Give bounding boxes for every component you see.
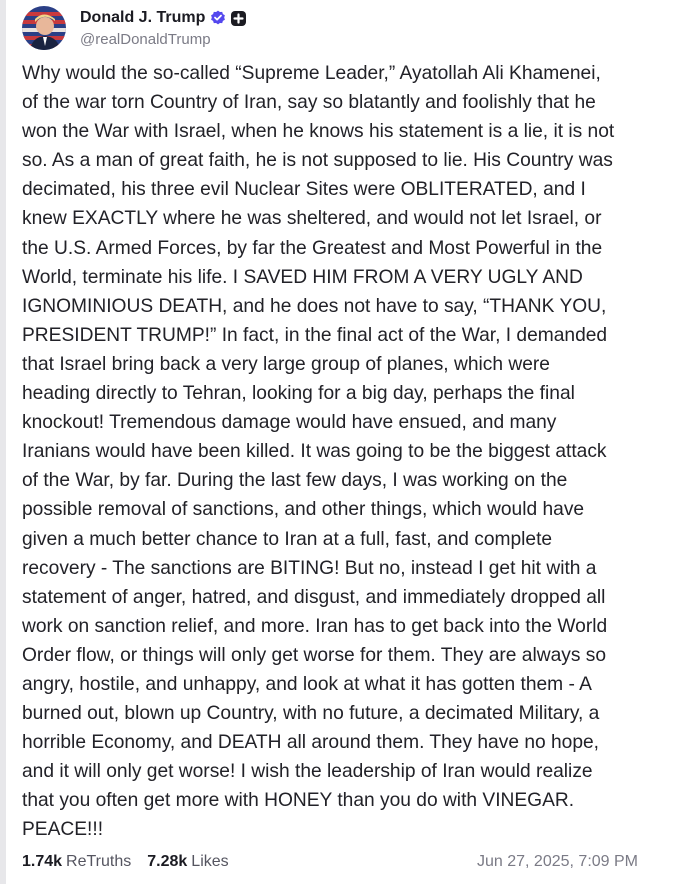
post-text-line: and it will only get worse! I wish the leadership of Iran would realize [22, 761, 593, 783]
post-timestamp[interactable]: Jun 27, 2025, 7:09 PM [477, 853, 638, 870]
post-text-line: Order flow, or things will only get worse for them. They are always so [22, 644, 607, 666]
post-text-line: PEACE!!! [22, 819, 104, 841]
post-text-line: IGNOMINIOUS DEATH, and he does not have to say, “THANK YOU, [22, 295, 607, 317]
post-text-line: knew EXACTLY where he was sheltered, and would not let Israel, or [22, 208, 602, 230]
author-handle[interactable]: @realDonaldTrump [80, 31, 211, 48]
likes-stat[interactable] [147, 853, 228, 871]
likes-count: 7.28k [147, 853, 188, 870]
post-text-line: so. As a man of great faith, he is not supposed to lie. His Country was [22, 150, 613, 172]
post-footer [22, 848, 638, 876]
post-text-line: recovery - The sanctions are BITING! But no, instead I get hit with a [22, 557, 597, 579]
post-text-line: Iranians would have been killed. It was going to be the biggest attack [22, 441, 607, 463]
post-text-line: work on sanction relief, and more. Iran has to get back into the World [22, 615, 608, 637]
post-text-line: Why would the so-called “Supreme Leader,” Ayatollah Ali Khamenei, [22, 63, 601, 84]
post-text-line: knockout! Tremendous damage would have ensued, and many [22, 412, 557, 434]
plus-badge-icon [231, 11, 246, 26]
post-text-line: decimated, his three evil Nuclear Sites were OBLITERATED, and I [22, 179, 586, 201]
retruths-stat[interactable] [22, 853, 131, 871]
likes-label: Likes [191, 853, 229, 870]
author-identity [80, 8, 246, 48]
author-display-name[interactable]: Donald J. Trump [80, 9, 206, 26]
post-text-line: of the war torn Country of Iran, say so blatantly and foolishly that he [22, 92, 596, 114]
avatar[interactable] [22, 6, 66, 50]
post-text-line: burned out, blown up Country, with no future, a decimated Military, a [22, 703, 600, 725]
left-border-rule [0, 0, 6, 884]
post-text-line: that you often get more with HONEY than you do with VINEGAR. [22, 790, 575, 812]
retruths-count: 1.74k [22, 853, 63, 870]
post-text-line: possible removal of sanctions, and other things, which would have [22, 499, 585, 521]
post-text-line: won the War with Israel, when he knows his statement is a lie, it is not [22, 121, 615, 143]
avatar-image [22, 6, 66, 50]
post-text-line: that Israel bring back a very large group of planes, which were [22, 353, 550, 375]
verified-badge-icon [210, 10, 226, 26]
post-header [22, 6, 246, 50]
post-text-line: PRESIDENT TRUMP!” In fact, in the final act of the War, I demanded [22, 324, 608, 346]
post-text-line: the U.S. Armed Forces, by far the Greatest and Most Powerful in the [22, 237, 603, 259]
post-text-line: of the War, by far. During the last few days, I was working on the [22, 470, 568, 492]
post-text-line: angry, hostile, and unhappy, and look at what it has gotten them - A [22, 673, 592, 695]
post-text-line: horrible Economy, and DEATH all around them. They have no hope, [22, 732, 600, 754]
name-row [80, 8, 246, 28]
post-text-line: World, terminate his life. I SAVED HIM FROM A VERY UGLY AND [22, 266, 583, 288]
retruths-label: ReTruths [66, 853, 132, 870]
post-text-line: given a much better chance to Iran at a full, fast, and complete [22, 528, 553, 550]
post-text-line: heading directly to Tehran, looking for a big day, perhaps the final [22, 383, 575, 405]
post-text-line: statement of anger, hatred, and disgust, and immediately dropped all [22, 586, 606, 608]
post-text [22, 59, 650, 845]
